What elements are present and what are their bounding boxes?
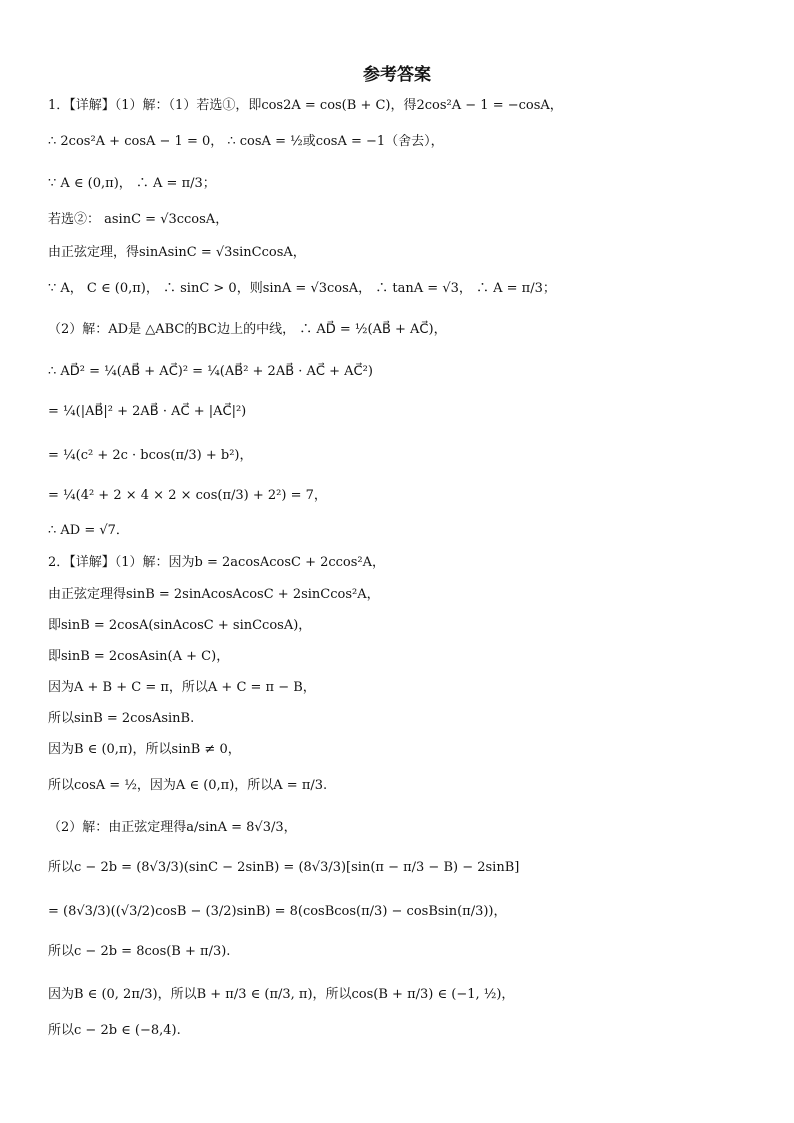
text-line: 所以cosA = ½，因为A ∈ (0,π)，所以A = π/3.: [48, 778, 328, 793]
text-line: ∵ A ∈ (0,π)， ∴ A = π/3；: [48, 176, 216, 191]
text-line: 2．【详解】（1）解：因为b = 2acosAcosC + 2ccos²A，: [48, 555, 386, 570]
page-title: 参考答案: [363, 65, 431, 85]
text-line: ∴ AD⃗² = ¼(AB⃗ + AC⃗)² = ¼(AB⃗² + 2AB⃗ · AC⃗ + AC⃗²): [48, 364, 373, 379]
text-line: ∴ 2cos²A + cosA − 1 = 0， ∴ cosA = ½或cosA = −1（舍去），: [48, 134, 444, 149]
text-line: （2）解：由正弦定理得a/sinA = 8√3/3，: [48, 820, 297, 835]
text-line: = ¼(|AB⃗|² + 2AB⃗ · AC⃗ + |AC⃗|²): [48, 404, 247, 419]
text-line: 因为B ∈ (0, 2π/3)，所以B + π/3 ∈ (π/3, π)，所以cos(B + π/3) ∈ (−1, ½)，: [48, 987, 515, 1002]
text-line: 由正弦定理，得sinAsinC = √3sinCcosA，: [48, 245, 306, 260]
text-line: = (8√3/3)((√3/2)cosB − (3/2)sinB) = 8(cosBcos(π/3) − cosBsin(π/3))，: [48, 904, 507, 919]
text-line: 所以c − 2b = 8cos(B + π/3).: [48, 944, 231, 959]
text-line: 即sinB = 2cosAsin(A + C)，: [48, 649, 230, 664]
text-line: （2）解：AD是 △ABC的BC边上的中线， ∴ AD⃗ = ½(AB⃗ + AC⃗)，: [48, 322, 447, 337]
text-line: = ¼(c² + 2c · bcos(π/3) + b²)，: [48, 448, 253, 463]
text-line: ∴ AD = √7．: [48, 523, 129, 538]
text-line: 所以c − 2b = (8√3/3)(sinC − 2sinB) = (8√3/3)[sin(π − π/3 − B) − 2sinB]: [48, 860, 520, 875]
text-line: ∵ A， C ∈ (0,π)， ∴ sinC > 0，则sinA = √3cosA， ∴ tanA = √3， ∴ A = π/3；: [48, 281, 556, 296]
text-line: 由正弦定理得sinB = 2sinAcosAcosC + 2sinCcos²A，: [48, 587, 380, 602]
text-line: 1．【详解】（1）解：（1）若选①，即cos2A = cos(B + C)，得2cos²A − 1 = −cosA，: [48, 98, 563, 113]
text-line: 即sinB = 2cosA(sinAcosC + sinCcosA)，: [48, 618, 312, 633]
text-line: 因为A + B + C = π，所以A + C = π − B，: [48, 680, 316, 695]
text-line: 若选②： asinC = √3ccosA，: [48, 212, 229, 227]
text-line: 所以sinB = 2cosAsinB.: [48, 711, 195, 726]
text-line: = ¼(4² + 2 × 4 × 2 × cos(π/3) + 2²) = 7，: [48, 488, 327, 503]
text-line: 因为B ∈ (0,π)，所以sinB ≠ 0，: [48, 742, 241, 757]
text-line: 所以c − 2b ∈ (−8,4).: [48, 1023, 181, 1038]
